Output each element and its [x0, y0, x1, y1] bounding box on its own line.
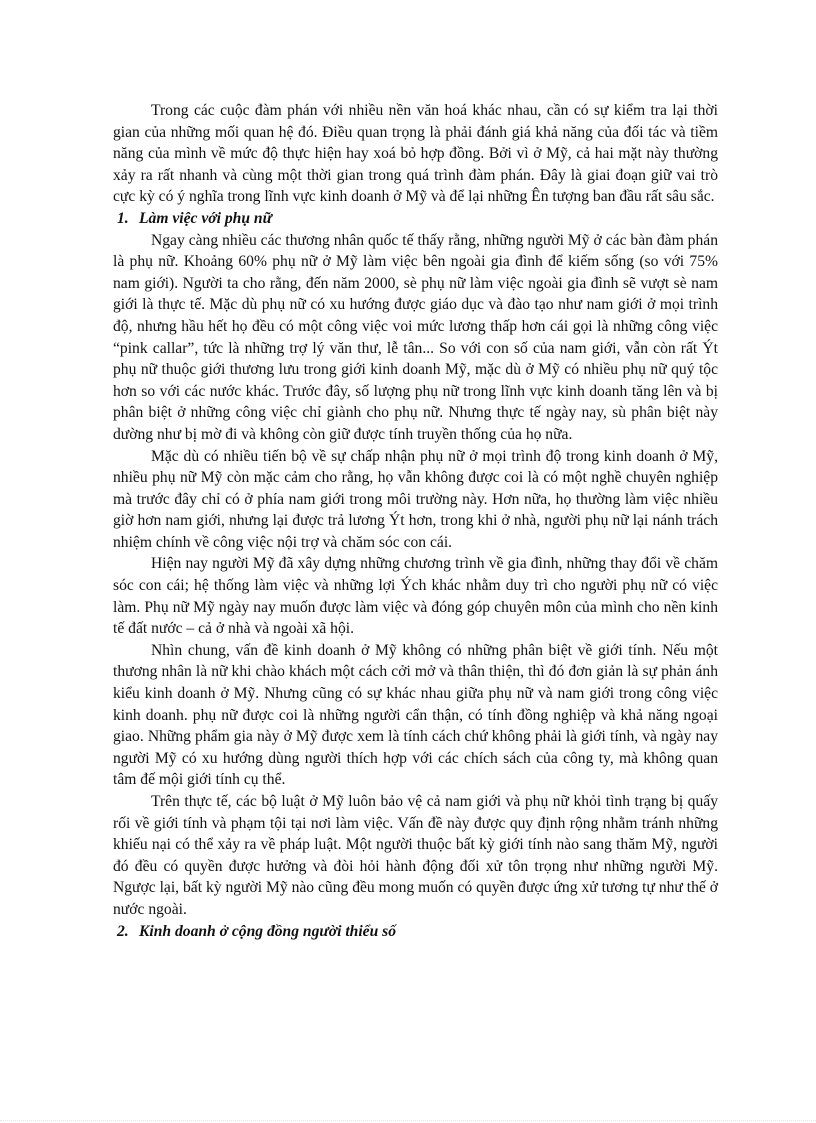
body-paragraph: Mặc dù có nhiều tiến bộ về sự chấp nhận phụ nữ ở mọi trình độ trong kinh doanh ở Mỹ, nhiều phụ nữ Mỹ còn mặc cảm cho rằng, họ vẫn không được coi là có một nghề chuyên nghiệp mà trước đây chỉ có ở phía nam giới trong môi trường này. Hơn nữa, họ thường làm việc nhiều giờ hơn nam giới, nhưng lại được trả lương Ýt hơn, trong khi ở nhà, người phụ nữ lại nánh trách nhiệm chính về công việc nội trợ và chăm sóc con cái.	[113, 447, 718, 551]
section-heading-minorities	[113, 921, 718, 943]
intro-paragraph: Trong các cuộc đàm phán với nhiều nền văn hoá khác nhau, cần có sự kiểm tra lại thời gian của những mối quan hệ đó. Điều quan trọng là phải đánh giá khả năng của đối tác và tiềm năng của mình về mức độ thực hiện hay xoá bỏ hợp đồng. Bởi vì ở Mỹ, cả hai mặt này thường xảy ra rất nhanh và cùng một thời gian trong quá trình đàm phán. Đây là giai đoạn giữ vai trò cực kỳ có ý nghĩa trong lĩnh vực kinh doanh ở Mỹ và để lại những Ên tượng ban đầu rất sâu sắc.	[113, 102, 718, 206]
body-paragraph: Trên thực tế, các bộ luật ở Mỹ luôn bảo vệ cả nam giới và phụ nữ khỏi tình trạng bị quấy rối về giới tính và phạm tội tại nơi làm việc. Vấn đề này được quy định rộng nhằm tránh những khiếu nại có thể xảy ra về pháp luật. Một người thuộc bất kỳ giới tính nào sang thăm Mỹ, người đó đều có quyền được hưởng và đòi hỏi hành động đối xử tôn trọng như những người Mỹ. Ngược lại, bất kỳ người Mỹ nào cũng đều mong muốn có quyền được ứng xử tương tự như thế ở nước ngoài.	[113, 793, 718, 918]
document-page	[113, 100, 718, 942]
section-title: Kinh doanh ở cộng đồng người thiểu số	[139, 922, 397, 940]
page-bottom-rule	[0, 1120, 816, 1121]
body-paragraph: Ngay càng nhiều các thương nhân quốc tế thấy rằng, những người Mỹ ở các bàn đàm phán là phụ nữ. Khoảng 60% phụ nữ ở Mỹ làm việc bên ngoài gia đình để kiếm sống (so với 75% nam giới). Người ta cho rằng, đến năm 2000, sè phụ nữ làm việc ngoài gia đình sẽ vượt sè nam giới là thực tế. Mặc dù phụ nữ có xu hướng được giáo dục và đào tạo như nam giới ở mọi trình độ, nhưng hầu hết họ đều có một công việc voi mức lương thấp hơn cái gọi là những công việc “pink callar”, tức là những trợ lý văn thư, lễ tân... So với con số của nam giới, vẫn còn rất Ýt phụ nữ thuộc giới thương lưu trong giới kinh doanh Mỹ, mặc dù ở Mỹ có nhiều phụ nữ quý tộc hơn so với các nước khác. Trước đây, số lượng phụ nữ trong lĩnh vực kinh doanh tăng lên và bị phân biệt ở những công việc chỉ giành cho phụ nữ. Nhưng thực tế ngày nay, sù phân biệt này dường như bị mờ đi và không còn giữ được tính truyền thống của họ nữa.	[113, 231, 718, 443]
body-paragraph: Hiện nay người Mỹ đã xây dựng những chương trình về gia đình, những thay đổi về chăm sóc con cái; hệ thống làm việc và những lợi Ých khác nhằm duy trì cho người phụ nữ có việc làm. Phụ nữ Mỹ ngày nay muốn được làm việc và đóng góp chuyên môn của mình cho nền kinh tế đất nước – cả ở nhà và ngoài xã hội.	[113, 555, 718, 638]
section-number: 1.	[117, 209, 129, 227]
body-paragraph: Nhìn chung, vấn đề kinh doanh ở Mỹ không có những phân biệt về giới tính. Nếu một thương nhân là nữ khi chào khách một cách cởi mở và thân thiện, thì đó đơn giản là sự phản ánh kiểu kinh doanh ở Mỹ. Nhưng cũng có sự khác nhau giữa phụ nữ và nam giới trong công việc kinh doanh. phụ nữ được coi là những người cẩn thận, có tính đồng nghiệp và khả năng ngoại giao. Những phẩm gia này ở Mỹ được xem là tính cách chứ không phải là giới tính, và ngày nay người Mỹ có xu hướng dùng người thích hợp với các chích sách của công ty, mà không quan tâm đế mội giới tính cụ thể.	[113, 641, 718, 789]
section-title: Làm việc với phụ nữ	[139, 209, 272, 227]
section-heading-women	[113, 208, 718, 230]
section-number: 2.	[117, 922, 129, 940]
